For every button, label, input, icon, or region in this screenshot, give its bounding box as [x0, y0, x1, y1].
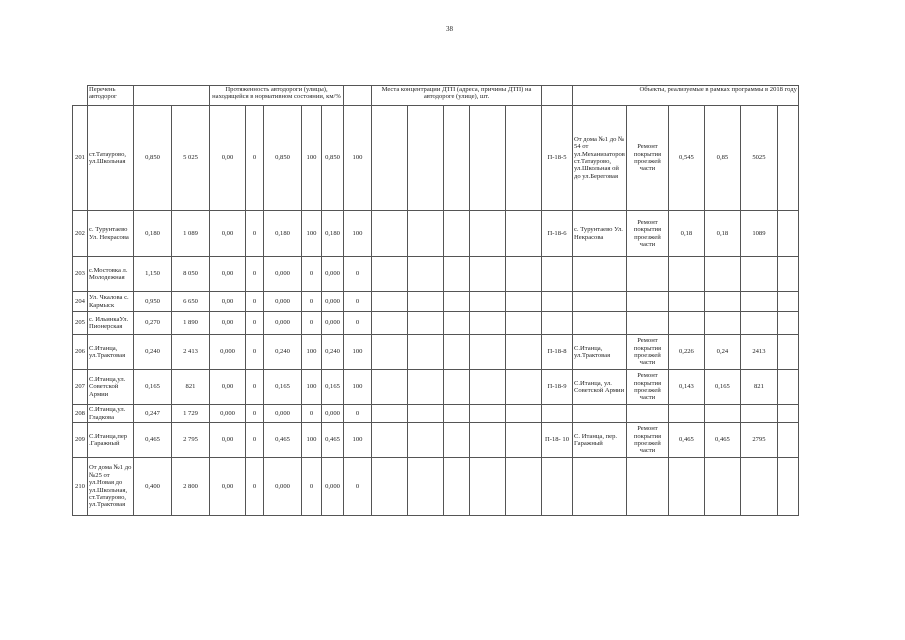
row-number: 203: [73, 257, 88, 292]
empty-cell: [372, 335, 408, 370]
norm-percent-total: 0: [344, 292, 372, 312]
road-name: ст.Татаурово, ул.Школьная: [88, 106, 134, 211]
empty-cell: [777, 405, 798, 423]
object-address: [573, 458, 627, 516]
object-address: С.Итанца, ул.Трактовая: [573, 335, 627, 370]
object-address: [573, 312, 627, 335]
norm-percent: 100: [302, 370, 322, 405]
norm-km-total: 0,000: [322, 312, 344, 335]
object-value-3: 5025: [740, 106, 777, 211]
value-cell: 0: [246, 257, 264, 292]
table-row: [73, 257, 799, 292]
empty-cell: [777, 335, 798, 370]
object-value-2: 0,465: [704, 423, 740, 458]
object-value-1: [668, 257, 704, 292]
length-km: 0,465: [134, 423, 172, 458]
empty-cell: [408, 405, 444, 423]
object-value-3: 1089: [740, 211, 777, 257]
table-row: [73, 370, 799, 405]
empty-cell: [372, 312, 408, 335]
value-cell: 0,00: [210, 312, 246, 335]
length-m: 6 650: [172, 292, 210, 312]
empty-cell: [444, 423, 470, 458]
length-km: 0,247: [134, 405, 172, 423]
length-m: 1 089: [172, 211, 210, 257]
empty-cell: [444, 370, 470, 405]
empty-cell: [777, 312, 798, 335]
length-m: 2 795: [172, 423, 210, 458]
length-km: 0,240: [134, 335, 172, 370]
empty-cell: [408, 106, 444, 211]
norm-percent: 0: [302, 312, 322, 335]
empty-cell: [372, 292, 408, 312]
norm-percent-total: 100: [344, 370, 372, 405]
empty-cell: [470, 423, 506, 458]
object-value-1: [668, 312, 704, 335]
norm-km-total: 0,000: [322, 257, 344, 292]
norm-km: 0,000: [264, 312, 302, 335]
row-number: 201: [73, 106, 88, 211]
norm-percent: 100: [302, 211, 322, 257]
empty-cell: [506, 211, 542, 257]
row-number: 207: [73, 370, 88, 405]
value-cell: 0,00: [210, 292, 246, 312]
empty-cell: [444, 211, 470, 257]
empty-cell: [506, 106, 542, 211]
norm-km-total: 0,000: [322, 458, 344, 516]
object-address: [573, 405, 627, 423]
value-cell: 0: [246, 370, 264, 405]
work-type: Ремонт покрытия проезжей части: [626, 335, 668, 370]
value-cell: 0: [246, 106, 264, 211]
road-name: с.Мостовка л. Молодежная: [88, 257, 134, 292]
value-cell: 0: [246, 423, 264, 458]
object-value-3: 2413: [740, 335, 777, 370]
row-number: 205: [73, 312, 88, 335]
table-row: [73, 312, 799, 335]
empty-cell: [444, 257, 470, 292]
norm-percent: 0: [302, 257, 322, 292]
empty-cell: [408, 312, 444, 335]
row-number: 206: [73, 335, 88, 370]
object-code: [542, 405, 573, 423]
empty-cell: [470, 106, 506, 211]
norm-km-total: 0,465: [322, 423, 344, 458]
length-m: 1 729: [172, 405, 210, 423]
norm-percent-total: 100: [344, 423, 372, 458]
object-code: [542, 292, 573, 312]
length-km: 0,270: [134, 312, 172, 335]
object-code: П-18- 10: [542, 423, 573, 458]
object-value-2: [704, 458, 740, 516]
norm-percent: 100: [302, 423, 322, 458]
empty-cell: [470, 211, 506, 257]
empty-cell: [444, 106, 470, 211]
value-cell: 0,00: [210, 423, 246, 458]
norm-percent: 0: [302, 458, 322, 516]
object-address: с. Турунтаево Ул. Некрасова: [573, 211, 627, 257]
norm-km-total: 0,240: [322, 335, 344, 370]
norm-percent: 100: [302, 335, 322, 370]
empty-cell: [506, 335, 542, 370]
road-name: От дома №1 до №25 от ул.Новая до ул.Школьная, ст.Татаурово, ул.Трактовая: [88, 458, 134, 516]
empty-cell: [506, 458, 542, 516]
empty-cell: [372, 370, 408, 405]
object-value-3: [740, 312, 777, 335]
table-row: [73, 211, 799, 257]
road-name: С.Итанца, ул.Трактовая: [88, 335, 134, 370]
empty-cell: [777, 257, 798, 292]
road-name: с. Турунтаево Ул. Некрасова: [88, 211, 134, 257]
norm-percent: 0: [302, 292, 322, 312]
norm-km: 0,180: [264, 211, 302, 257]
object-address: С. Итанца, пер. Гаражный: [573, 423, 627, 458]
object-value-1: [668, 458, 704, 516]
empty-cell: [470, 292, 506, 312]
empty-cell: [372, 211, 408, 257]
value-cell: 0,00: [210, 106, 246, 211]
norm-percent-total: 100: [344, 106, 372, 211]
object-value-2: 0,18: [704, 211, 740, 257]
road-name: Ул. Чкалова с. Кармыск: [88, 292, 134, 312]
work-type: Ремонт покрытия проезжей части: [626, 106, 668, 211]
empty-cell: [372, 458, 408, 516]
header-road-list: Перечень автодорог: [88, 86, 134, 106]
work-type: [626, 312, 668, 335]
empty-cell: [470, 405, 506, 423]
empty-cell: [408, 458, 444, 516]
object-code: П-18-9: [542, 370, 573, 405]
empty-cell: [777, 458, 798, 516]
empty-cell: [470, 458, 506, 516]
length-m: 2 413: [172, 335, 210, 370]
work-type: [626, 405, 668, 423]
object-value-1: 0,545: [668, 106, 704, 211]
norm-km: 0,240: [264, 335, 302, 370]
empty-cell: [777, 423, 798, 458]
empty-cell: [777, 211, 798, 257]
norm-km-total: 0,850: [322, 106, 344, 211]
object-value-1: 0,18: [668, 211, 704, 257]
object-code: [542, 458, 573, 516]
empty-cell: [444, 335, 470, 370]
object-value-3: 821: [740, 370, 777, 405]
header-length-norm: Протяженность автодороги (улицы), находящейся в нормативном состоянии, км/%: [210, 86, 344, 106]
norm-km: 0,000: [264, 458, 302, 516]
norm-km: 0,165: [264, 370, 302, 405]
length-m: 2 800: [172, 458, 210, 516]
empty-cell: [372, 405, 408, 423]
header-accident-places: Места концентрации ДТП (адреса, причины ДТП) на автодороге (улице), шт.: [372, 86, 542, 106]
object-code: П-18-8: [542, 335, 573, 370]
empty-cell: [408, 335, 444, 370]
empty-cell: [506, 292, 542, 312]
object-value-1: 0,143: [668, 370, 704, 405]
length-km: 1,150: [134, 257, 172, 292]
empty-cell: [470, 257, 506, 292]
object-value-3: [740, 458, 777, 516]
norm-percent: 100: [302, 106, 322, 211]
value-cell: 0: [246, 312, 264, 335]
table-row: [73, 335, 799, 370]
object-value-2: 0,24: [704, 335, 740, 370]
object-address: С.Итанца, ул. Советской Армии: [573, 370, 627, 405]
empty-cell: [444, 405, 470, 423]
norm-percent: 0: [302, 405, 322, 423]
table-row: [73, 458, 799, 516]
empty-cell: [444, 312, 470, 335]
value-cell: 0,00: [210, 370, 246, 405]
empty-cell: [506, 405, 542, 423]
length-m: 821: [172, 370, 210, 405]
object-value-2: [704, 312, 740, 335]
empty-cell: [777, 370, 798, 405]
length-km: 0,850: [134, 106, 172, 211]
empty-cell: [444, 292, 470, 312]
value-cell: 0: [246, 292, 264, 312]
object-value-2: 0,85: [704, 106, 740, 211]
empty-cell: [506, 312, 542, 335]
object-value-3: [740, 405, 777, 423]
empty-cell: [470, 370, 506, 405]
length-km: 0,165: [134, 370, 172, 405]
object-address: [573, 257, 627, 292]
norm-km-total: 0,000: [322, 292, 344, 312]
norm-percent-total: 0: [344, 405, 372, 423]
table-row: [73, 423, 799, 458]
norm-percent-total: 0: [344, 312, 372, 335]
value-cell: 0: [246, 335, 264, 370]
object-code: П-18-6: [542, 211, 573, 257]
object-value-1: 0,465: [668, 423, 704, 458]
norm-km: 0,465: [264, 423, 302, 458]
empty-cell: [470, 335, 506, 370]
empty-cell: [470, 312, 506, 335]
object-value-1: [668, 405, 704, 423]
norm-km-total: 0,000: [322, 405, 344, 423]
object-code: [542, 257, 573, 292]
object-code: П-18-5: [542, 106, 573, 211]
norm-km: 0,000: [264, 257, 302, 292]
norm-percent-total: 100: [344, 211, 372, 257]
length-km: 0,400: [134, 458, 172, 516]
value-cell: 0: [246, 211, 264, 257]
norm-km-total: 0,165: [322, 370, 344, 405]
row-number: 204: [73, 292, 88, 312]
work-type: [626, 292, 668, 312]
row-number: 209: [73, 423, 88, 458]
empty-cell: [408, 370, 444, 405]
table-header-row: [73, 86, 799, 106]
value-cell: 0: [246, 458, 264, 516]
norm-km: 0,000: [264, 292, 302, 312]
value-cell: 0,000: [210, 405, 246, 423]
empty-cell: [408, 423, 444, 458]
norm-km: 0,000: [264, 405, 302, 423]
length-km: 0,950: [134, 292, 172, 312]
table-row: [73, 405, 799, 423]
empty-cell: [408, 211, 444, 257]
table-row: [73, 106, 799, 211]
row-number: 208: [73, 405, 88, 423]
roads-table: [72, 85, 799, 516]
norm-percent-total: 0: [344, 257, 372, 292]
empty-cell: [506, 370, 542, 405]
value-cell: 0,000: [210, 335, 246, 370]
table-row: [73, 292, 799, 312]
length-km: 0,180: [134, 211, 172, 257]
value-cell: 0,00: [210, 458, 246, 516]
norm-km: 0,850: [264, 106, 302, 211]
empty-cell: [444, 458, 470, 516]
work-type: Ремонт покрытия проезжей части: [626, 211, 668, 257]
length-m: 5 025: [172, 106, 210, 211]
row-number: 202: [73, 211, 88, 257]
empty-cell: [372, 423, 408, 458]
empty-cell: [506, 257, 542, 292]
work-type: [626, 257, 668, 292]
object-value-3: 2795: [740, 423, 777, 458]
empty-cell: [777, 292, 798, 312]
road-name: С.Итанца,ул. Гладкова: [88, 405, 134, 423]
empty-cell: [372, 106, 408, 211]
object-value-3: [740, 292, 777, 312]
length-m: 8 050: [172, 257, 210, 292]
norm-percent-total: 0: [344, 458, 372, 516]
row-number: 210: [73, 458, 88, 516]
empty-cell: [506, 423, 542, 458]
work-type: Ремонт покрытия проезжей части: [626, 370, 668, 405]
object-address: [573, 292, 627, 312]
page-number: 38: [446, 25, 453, 33]
header-objects: Объекты, реализуемые в рамках программы в 2018 году: [573, 86, 799, 106]
object-value-3: [740, 257, 777, 292]
road-name: С.Итанца,пер .Гаражный: [88, 423, 134, 458]
object-value-1: 0,226: [668, 335, 704, 370]
object-value-1: [668, 292, 704, 312]
work-type: Ремонт покрытия проезжей части: [626, 423, 668, 458]
empty-cell: [372, 257, 408, 292]
norm-km-total: 0,180: [322, 211, 344, 257]
road-name: с. ИльинкаУл. Пионерская: [88, 312, 134, 335]
empty-cell: [408, 292, 444, 312]
length-m: 1 890: [172, 312, 210, 335]
value-cell: 0: [246, 405, 264, 423]
value-cell: 0,00: [210, 211, 246, 257]
object-value-2: [704, 257, 740, 292]
empty-cell: [777, 106, 798, 211]
value-cell: 0,00: [210, 257, 246, 292]
road-name: С.Итанца,ул. Советской Армии: [88, 370, 134, 405]
work-type: [626, 458, 668, 516]
empty-cell: [408, 257, 444, 292]
norm-percent-total: 100: [344, 335, 372, 370]
object-code: [542, 312, 573, 335]
object-value-2: 0,165: [704, 370, 740, 405]
object-value-2: [704, 405, 740, 423]
object-value-2: [704, 292, 740, 312]
object-address: От дома №1 до № 54 от ул.Механизаторов ст.Татаурово, ул.Школьная ой до ул.Береговая: [573, 106, 627, 211]
